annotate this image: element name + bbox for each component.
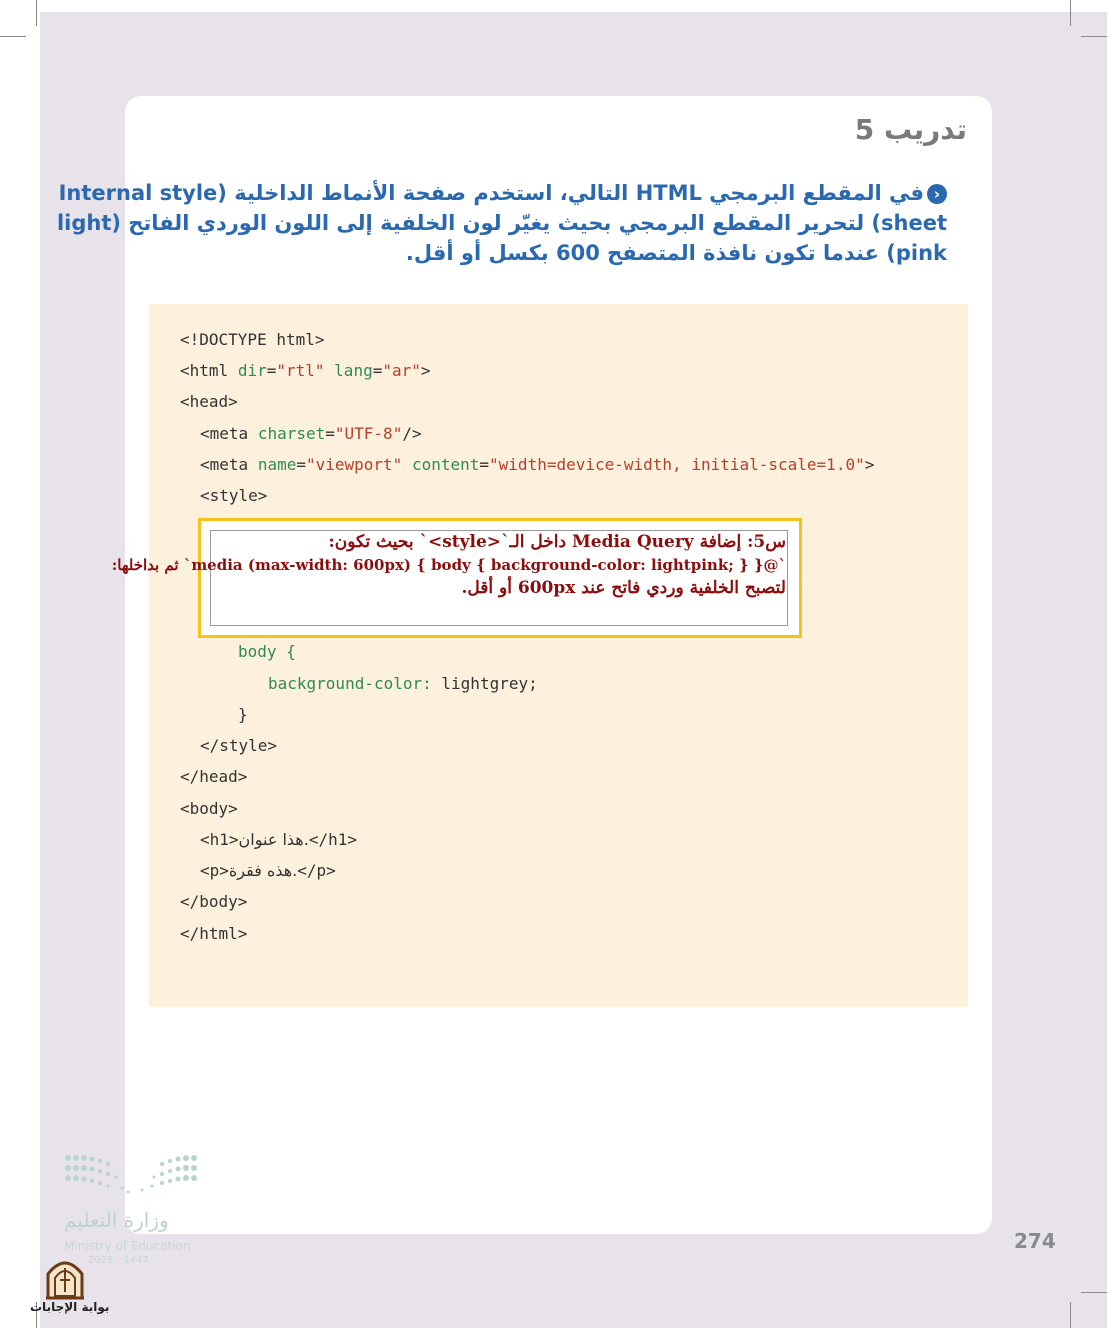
answer-line-1: س5: إضافة Media Query داخل الـ`<style>` بحيث تكون: [328,532,786,552]
code-line-meta-charset: <meta charset="UTF-8"/> [200,424,422,443]
instruction-line-1: ‹في المقطع البرمجي HTML التالي، استخدم صفحة الأنماط الداخلية (Internal style [172,178,947,208]
code-line-p: <p>هذه فقرة.</p> [200,861,336,880]
exercise-title: تدريب 5 [854,113,967,146]
crop-mark [1070,0,1071,26]
code-line-meta-viewport: <meta name="viewport" content="width=device-width, initial-scale=1.0"> [200,455,875,474]
site-name: بوابة الإجابات [30,1300,110,1314]
code-line-body-open: <body> [180,799,238,818]
code-line-head-close: </head> [180,767,248,786]
code-line-body-selector: body { [238,642,296,661]
answer-line-2: `@media (max-width: 600px) { body { background-color: lightpink; } }` ثم بداخلها: [111,556,786,574]
ministry-years: 2025 - 1447 [88,1255,149,1266]
code-line-h1: <h1>هذا عنوان.</h1> [200,830,357,849]
crop-mark [0,36,26,37]
crop-mark [36,0,37,26]
crop-mark [1070,1302,1071,1328]
answer-line-3: لتصبح الخلفية وردي فاتح عند 600px أو أقل. [461,578,786,598]
ministry-name-english: Ministry of Education [64,1239,191,1253]
code-line-bg-color: background-color: lightgrey; [268,674,538,693]
ministry-name-arabic: وزارة التعليم [64,1208,169,1232]
site-logo-icon [44,1256,86,1300]
answer-text [111,531,786,600]
crop-mark [1081,1292,1107,1293]
code-line-style-open: <style> [200,486,268,505]
code-line-html-close: </html> [180,924,248,943]
page-number: 274 [1014,1229,1056,1253]
code-line-body-close: </body> [180,892,248,911]
exercise-instruction [56,178,947,268]
instruction-line-3: pink) عندما تكون نافذة المتصفح 600 بكسل أو أقل. [405,241,947,265]
code-line-html-open: <html dir="rtl" lang="ar"> [180,361,431,380]
crop-mark [1081,36,1107,37]
ministry-logo-icon [62,1150,202,1200]
instruction-line-2: sheet) لتحرير المقطع البرمجي بحيث يغيّر لون الخلفية إلى اللون الوردي الفاتح (light [56,211,947,235]
code-line-rule-close: } [238,705,248,724]
code-line-style-close: </style> [200,736,278,755]
chevron-left-icon: ‹ [927,184,947,204]
code-line-head-open: <head> [180,392,238,411]
code-line-doctype: <!DOCTYPE html> [180,330,325,349]
